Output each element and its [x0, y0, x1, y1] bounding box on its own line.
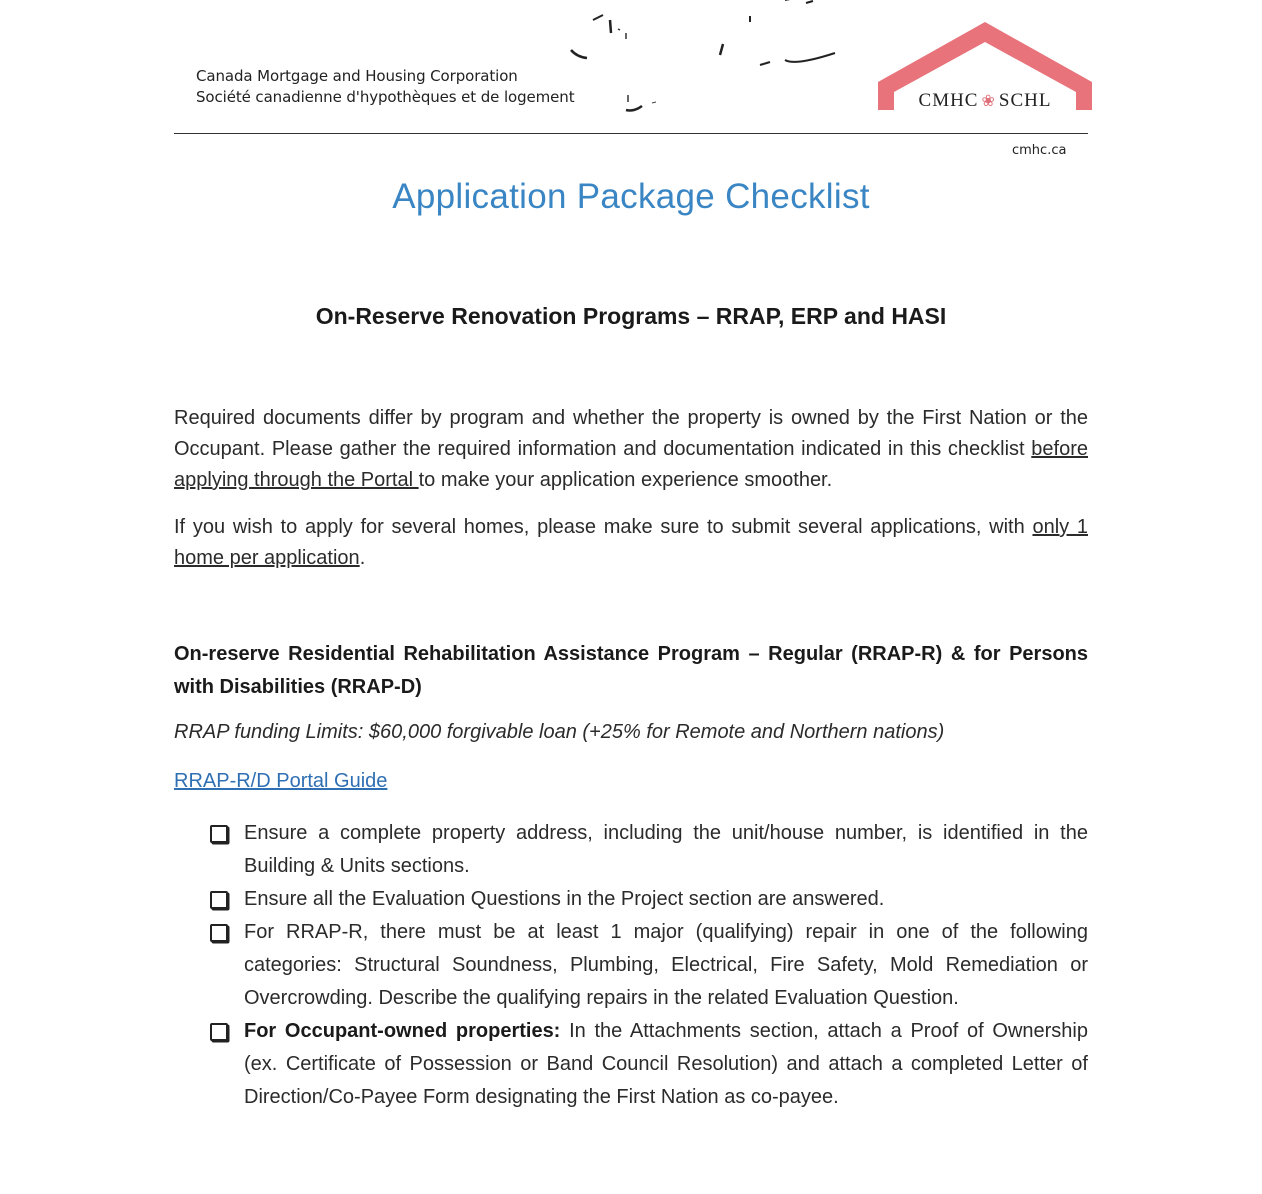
multiple-homes-text: If you wish to apply for several homes, please make sure to submit several applications, with — [174, 516, 1033, 538]
logo-text-schl: SCHL — [998, 90, 1052, 111]
checklist-item — [208, 916, 1088, 1015]
cmhc-schl-logo — [878, 20, 1092, 116]
section-heading-rrap: On-reserve Residential Rehabilitation Assistance Program – Regular (RRAP-R) & for Persons with Disabilities (RRAP-D) — [174, 643, 1088, 698]
maple-leaf-icon: ❀ — [981, 93, 996, 110]
multiple-homes-paragraph — [174, 512, 1088, 574]
checklist-item — [208, 1015, 1088, 1114]
intro-text: Required documents differ by program and whether the property is owned by the First Nation or the Occupant. Please gather the required information and documentation indicated in this checklist — [174, 407, 1088, 460]
header-divider — [174, 133, 1088, 134]
intro-paragraph — [174, 403, 1088, 496]
checkbox-icon[interactable] — [210, 891, 228, 909]
page-subtitle: On-Reserve Renovation Programs – RRAP, ERP and HASI — [315, 303, 947, 329]
portal-guide-link[interactable]: RRAP-R/D Portal Guide — [174, 770, 388, 792]
page-title: Application Package Checklist — [392, 177, 870, 216]
organization-name — [196, 66, 575, 108]
intro-emphasis-underlined: before applying through the Portal — [174, 438, 1088, 491]
funding-limits: RRAP funding Limits: $60,000 forgivable loan (+25% for Remote and Northern nations) — [174, 721, 945, 743]
checklist-item — [208, 817, 1088, 883]
requirements-checklist — [208, 817, 1088, 1114]
checklist-item-text: Ensure a complete property address, including the unit/house number, is identified in the Building & Units sections. — [244, 822, 1088, 877]
checkbox-icon[interactable] — [210, 1023, 228, 1041]
logo-text-cmhc: CMHC — [918, 90, 979, 111]
organization-name-english: Canada Mortgage and Housing Corporation — [196, 67, 518, 85]
checklist-item-text: In the Attachments section, attach a Proof of Ownership (ex. Certificate of Possession or Band Council Resolution) and attach a completed Letter of Direction/Co-Payee Form designating the First Nation as co-payee. — [244, 1020, 1088, 1108]
scan-artifact-marks — [560, 0, 860, 120]
checklist-item-text: For RRAP-R, there must be at least 1 major (qualifying) repair in one of the following categories: Structural Soundness, Plumbing, Electrical, Fire Safety, Mold Remediation or Overcrowding. Describe the qualifying repairs in the related Evaluation Question. — [244, 921, 1088, 1009]
checklist-item-bold-prefix: For Occupant-owned properties: — [244, 1020, 561, 1042]
checklist-item — [208, 883, 1088, 916]
multiple-homes-text-end: . — [359, 547, 366, 569]
site-url: cmhc.ca — [1012, 143, 1067, 158]
logo-wordmark — [878, 90, 1092, 112]
checklist-item-text: Ensure all the Evaluation Questions in the Project section are answered. — [244, 888, 885, 910]
multiple-homes-emphasis-underlined: only 1 home per application — [174, 516, 1088, 569]
checkbox-icon[interactable] — [210, 924, 228, 942]
organization-name-french: Société canadienne d'hypothèques et de logement — [196, 88, 575, 106]
checkbox-icon[interactable] — [210, 825, 228, 843]
intro-text-end: to make your application experience smoother. — [418, 469, 833, 491]
